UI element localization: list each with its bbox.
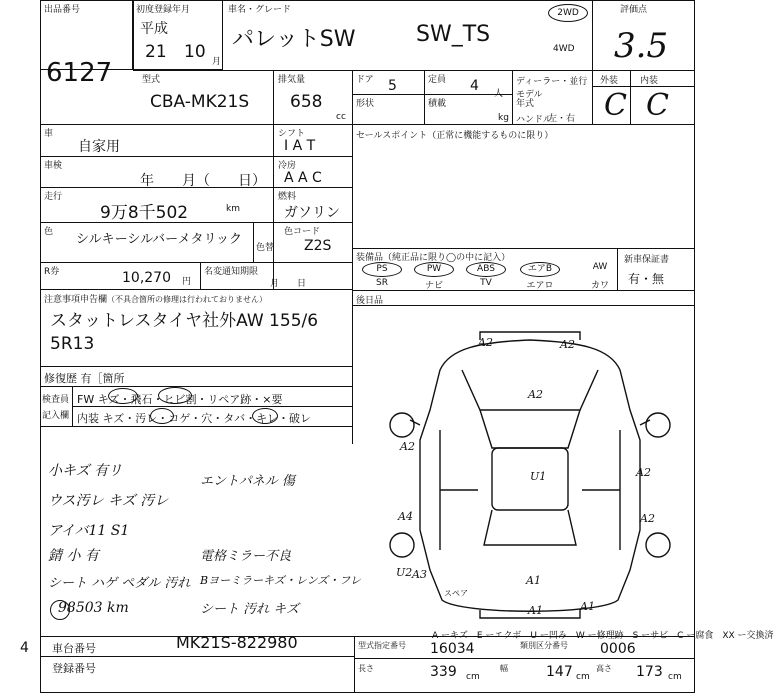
sales-point-label: セールスポイント（正常に機能するものに限り） <box>356 131 554 141</box>
new-car-label: 新車保証書 <box>624 255 670 265</box>
displacement-label: 排気量 <box>278 75 306 85</box>
handle-value: 左・右 <box>548 114 576 124</box>
interior-label: 内装 <box>640 76 659 86</box>
inspector-row2: 内装 キズ・汚レ・コゲ・穴・タバ・キレ・破レ <box>77 412 312 425</box>
fuel-value: ガソリン <box>284 205 340 221</box>
rear-seat-label: 後日品 <box>356 296 384 306</box>
notice-value: 月 日 <box>270 279 307 289</box>
damage-mark: A2 <box>528 388 543 401</box>
mileage-value: 9万8千502 <box>100 203 189 223</box>
circle-mark <box>158 387 192 404</box>
score-label: 評価点 <box>620 5 648 15</box>
chassis-label: 車台番号 <box>52 642 96 655</box>
displacement-unit: cc <box>336 112 346 122</box>
width-value: 147 <box>546 664 573 680</box>
length-value: 339 <box>430 664 457 680</box>
inspection-label: 車検 <box>44 161 63 171</box>
capacity-unit: 人 <box>494 89 504 99</box>
equipment-item: エアロ <box>526 281 554 291</box>
class-code-label: 類別区分番号 <box>520 641 568 650</box>
repair-field: 修復歴 有［箇所 <box>44 372 125 385</box>
height-unit: cm <box>668 672 682 682</box>
inspection-value: 年 月（ 日） <box>140 173 266 189</box>
paint-label: 色替 <box>256 243 275 253</box>
damage-mark: A4 <box>398 510 413 523</box>
equipment-item: ABS <box>466 262 506 277</box>
equipment-item: AW <box>592 262 608 272</box>
reg-year: 21 <box>145 42 167 62</box>
equipment-item: TV <box>480 278 492 288</box>
damage-mark: A1 <box>528 604 543 617</box>
hand-note: シート ハゲ ペダル 汚れ <box>48 576 191 591</box>
drive-4wd: 4WD <box>553 44 575 54</box>
equipment-item: エアB <box>520 262 560 277</box>
chassis-value: MK21S-822980 <box>176 633 298 652</box>
hand-note: 電格ミラー不良 <box>200 549 292 564</box>
displacement: 658 <box>290 92 323 112</box>
circle-mark <box>108 388 138 404</box>
damage-mark: A2 <box>640 512 655 525</box>
inspector-label-2: 記入欄 <box>42 411 70 421</box>
recycle-label: R券 <box>44 267 60 277</box>
width-unit: cm <box>576 672 590 682</box>
color-code: Z2S <box>304 238 332 254</box>
reg-number-label: 登録番号 <box>52 662 96 675</box>
damage-mark: U2 <box>396 566 413 579</box>
equipment-item: SR <box>376 278 388 288</box>
hand-note: エントパネル 傷 <box>200 474 295 489</box>
new-car-value: 有・無 <box>628 272 665 286</box>
exterior-grade: C <box>604 88 627 123</box>
legend: A ーキズ E ーエクボ U ー凹み W ー修理跡 S ーサビ C ー腐食 XX ー交換済 <box>432 631 774 641</box>
notes-line2: 5R13 <box>50 334 95 354</box>
reg-month: 10 <box>184 42 206 62</box>
score: 3.5 <box>614 26 669 66</box>
mileage-label: 走行 <box>44 192 63 202</box>
usage-value: 自家用 <box>78 139 120 155</box>
width-label: 幅 <box>500 664 508 673</box>
hand-note: シート 汚れ キズ <box>200 602 300 617</box>
circle-mark <box>252 408 278 424</box>
equipment-item: カワ <box>590 281 609 291</box>
model-code: 16034 <box>430 641 475 657</box>
inspector-row1: FW キズ・飛石・ヒビ割・リペア跡・×要 <box>77 393 283 406</box>
shift-value: I A T <box>284 138 316 154</box>
equipment-item: ナビ <box>424 281 443 291</box>
color-code-label: 色コード <box>284 227 321 237</box>
doors-label: ドア <box>356 75 374 85</box>
notes-label: 注意事項申告欄（不具合箇所の修理は行われておりません） <box>44 295 268 305</box>
equipment-label: 装備品（純正品に限り◯の中に記入） <box>356 253 511 263</box>
damage-mark: A2 <box>636 466 651 479</box>
equipment-item: PS <box>362 262 402 277</box>
hand-note: ウス汚レ キズ 汚レ <box>48 493 169 509</box>
grade: SW_TS <box>416 22 491 47</box>
mileage-unit: km <box>226 204 240 214</box>
shape-label: 形状 <box>356 99 375 109</box>
circle-mark <box>150 408 174 424</box>
doors: 5 <box>388 78 397 94</box>
damage-mark: A2 <box>478 336 493 349</box>
length-label: 長さ <box>358 664 374 673</box>
equipment-item: PW <box>414 262 454 277</box>
color-value: シルキーシルバーメタリック <box>76 232 243 247</box>
length-unit: cm <box>466 672 480 682</box>
model-code-label: 型式指定番号 <box>358 641 406 650</box>
usage-label: 車 <box>44 129 54 139</box>
damage-mark: U1 <box>530 470 547 483</box>
recycle-unit: 円 <box>182 277 192 287</box>
car-name: パレットSW <box>232 27 356 52</box>
damage-mark: A2 <box>400 440 415 453</box>
inspector-label-1: 検査員 <box>42 395 70 405</box>
fuel-label: 燃料 <box>278 192 297 202</box>
capacity: 4 <box>470 78 479 94</box>
spare-stamp: スペア <box>444 589 468 598</box>
era: 平成 <box>140 21 168 37</box>
exterior-label: 外装 <box>600 76 619 86</box>
load-label: 積載 <box>428 99 447 109</box>
model-label: 型式 <box>142 75 161 85</box>
hand-note: 98503 km <box>58 600 129 616</box>
recycle-value: 10,270 <box>122 270 171 286</box>
notice-label: 名変通知期限 <box>204 267 259 277</box>
carname-label: 車名・グレード <box>228 5 292 15</box>
damage-mark: A3 <box>412 568 427 581</box>
hand-note: 小キズ 有リ <box>48 463 123 479</box>
shift-label: シフト <box>278 129 306 139</box>
lot-label: 出品番号 <box>44 5 81 15</box>
damage-mark: A1 <box>580 600 595 613</box>
month-unit: 月 <box>212 57 222 67</box>
ac-value: A A C <box>284 170 322 186</box>
handle-label: ハンドル <box>516 115 553 125</box>
hand-note: アイバ11 S1 <box>48 523 130 539</box>
color-label: 色 <box>44 227 54 237</box>
damage-mark: A2 <box>560 338 575 351</box>
height-value: 173 <box>636 664 663 680</box>
capacity-label: 定員 <box>428 75 447 85</box>
notes-line1: スタットレスタイヤ社外AW 155/6 <box>50 311 319 331</box>
dealer-label: ディーラー・並行 <box>516 77 588 87</box>
first-reg-label: 初度登録年月 <box>136 5 191 15</box>
circle-mark <box>50 600 70 620</box>
class-code: 0006 <box>600 641 636 657</box>
lot-number: 6127 <box>46 58 113 88</box>
hand-note: Bヨーミラーキズ・レンズ・フレ <box>200 574 361 587</box>
interior-grade: C <box>646 88 669 123</box>
drive-2wd: 2WD <box>548 4 588 22</box>
hand-note: 錆 小 有 <box>48 548 99 564</box>
damage-mark: A1 <box>526 574 541 587</box>
model: CBA-MK21S <box>150 92 250 112</box>
height-label: 高さ <box>596 664 612 673</box>
load-unit: kg <box>498 113 509 123</box>
ac-label: 冷房 <box>278 161 297 171</box>
model-year-label: モデル年式 <box>516 90 543 109</box>
corner-mark: 4 <box>20 640 29 656</box>
